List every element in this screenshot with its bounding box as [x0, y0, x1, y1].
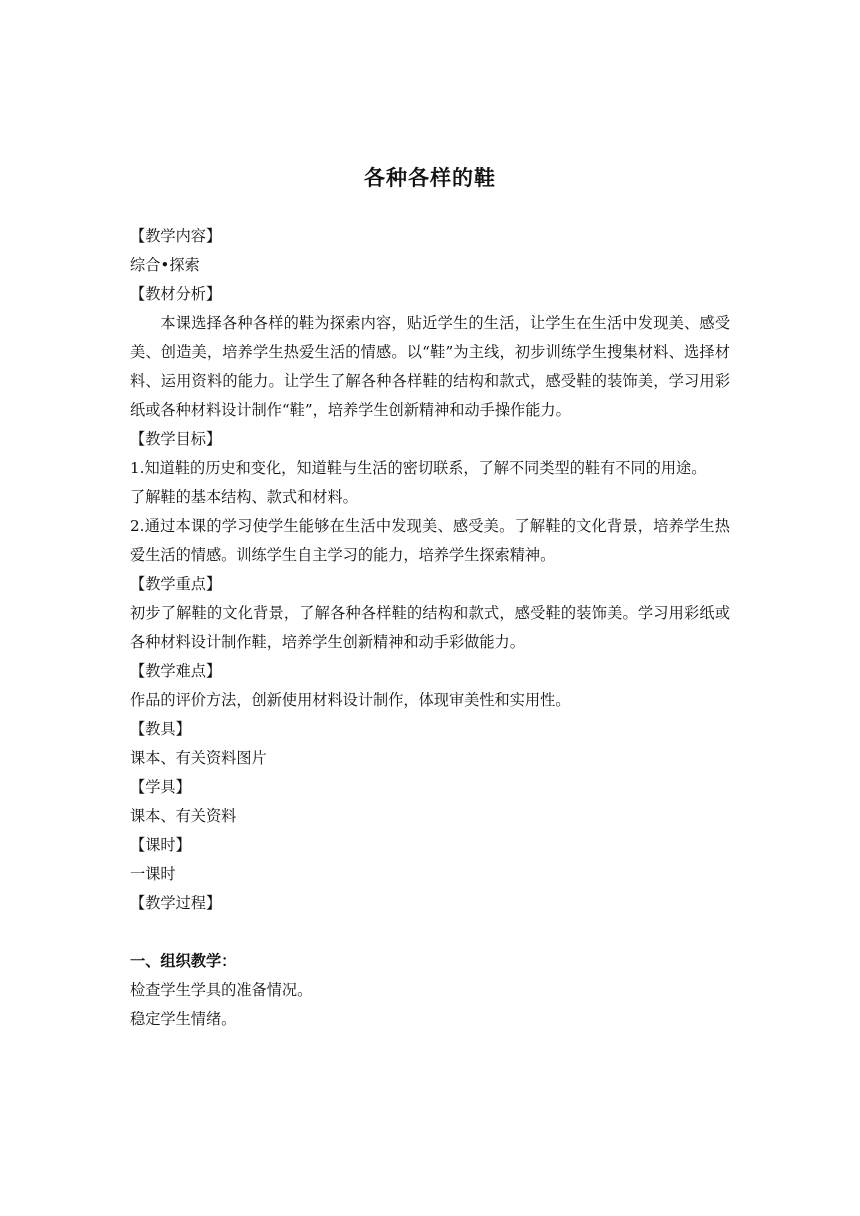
section-heading-difficulty: 【教学难点】: [130, 662, 222, 680]
period-text: 一课时: [130, 865, 176, 883]
step-1-heading: 一、组织教学：: [130, 952, 237, 970]
section-heading-analysis: 【教材分析】: [130, 285, 222, 303]
content-text: 综合•探索: [130, 256, 200, 274]
teacher-tools-text: 课本、有关资料图片: [130, 749, 267, 767]
student-tools-text: 课本、有关资料: [130, 807, 237, 825]
section-heading-key-points: 【教学重点】: [130, 575, 222, 593]
goal-1-continuation: 了解鞋的基本结构、款式和材料。: [130, 488, 358, 506]
section-heading-period: 【课时】: [130, 836, 191, 854]
document-body: [130, 222, 730, 1034]
section-heading-content: 【教学内容】: [130, 227, 222, 245]
section-heading-student-tools: 【学具】: [130, 778, 191, 796]
blank-line: [130, 918, 730, 947]
section-heading-goals: 【教学目标】: [130, 430, 222, 448]
key-points-text: 初步了解鞋的文化背景，了解各种各样鞋的结构和款式，感受鞋的装饰美。学习用彩纸或各种材料设计制作鞋，培养学生创新精神和动手彩做能力。: [130, 604, 730, 651]
goal-1: 1.知道鞋的历史和变化，知道鞋与生活的密切联系，了解不同类型的鞋有不同的用途。: [130, 459, 707, 477]
step-1-line-2: 稳定学生情绪。: [130, 1010, 237, 1028]
section-heading-process: 【教学过程】: [130, 894, 222, 912]
goal-2: 2.通过本课的学习使学生能够在生活中发现美、感受美。了解鞋的文化背景，培养学生热爱生活的情感。训练学生自主学习的能力，培养学生探索精神。: [130, 517, 730, 564]
section-heading-teacher-tools: 【教具】: [130, 720, 191, 738]
document-title: 各种各样的鞋: [364, 166, 496, 190]
difficulty-text: 作品的评价方法，创新使用材料设计制作，体现审美性和实用性。: [130, 691, 571, 709]
analysis-paragraph: 本课选择各种各样的鞋为探索内容，贴近学生的生活，让学生在生活中发现美、感受美、创造美，培养学生热爱生活的情感。以“鞋”为主线，初步训练学生搜集材料、选择材料、运用资料的能力。让学生了解各种各样鞋的结构和款式，感受鞋的装饰美，学习用彩纸或各种材料设计制作“鞋”，培养学生创新精神和动手操作能力。: [130, 314, 730, 419]
step-1-line-1: 检查学生学具的准备情况。: [130, 981, 313, 999]
